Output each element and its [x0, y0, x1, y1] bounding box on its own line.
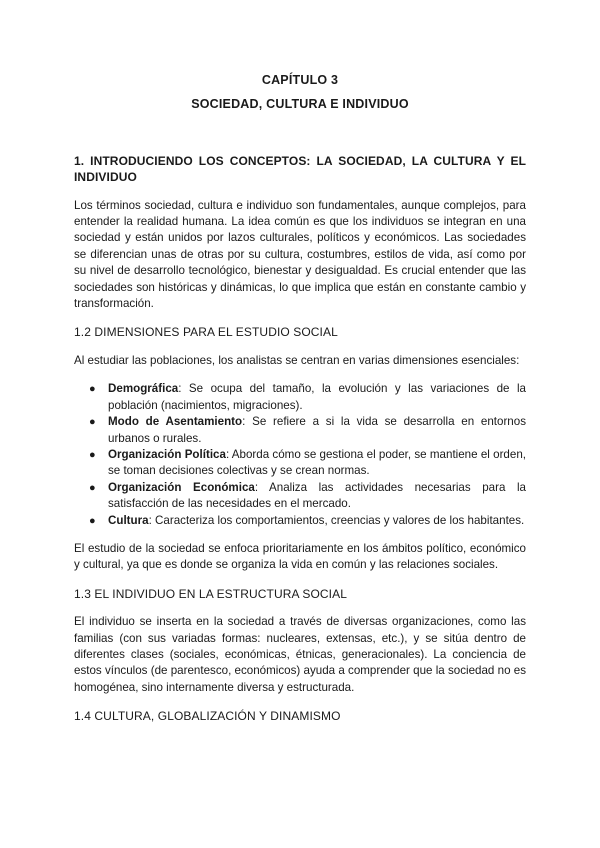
section-3-heading: 1.3 EL INDIVIDUO EN LA ESTRUCTURA SOCIAL: [74, 586, 347, 601]
list-item-term: Organización Política: [108, 447, 226, 461]
list-item-text: : Analiza las actividades necesarias para la satisfacción de las necesidades en el mercado.: [108, 480, 527, 511]
list-item-text: : Se refiere a si la vida se desarrolla en entornos urbanos o rurales.: [108, 415, 527, 445]
section-2-heading: 1.2 DIMENSIONES PARA EL ESTUDIO SOCIAL: [74, 325, 338, 340]
section-2-intro: Al estudiar las poblaciones, los analistas se centran en varias dimensiones esenciales:: [74, 353, 520, 367]
bullet-icon: ●: [89, 448, 96, 461]
chapter-title: CAPÍTULO 3: [261, 73, 339, 87]
section-1-paragraph: Los términos sociedad, cultura e individuo son fundamentales, aunque complejos, para entender la realidad humana. La idea común es que los individuos se integran en una sociedad y están unidos por lazos culturales, políticos y económicos. Las sociedades se diferencian unas de otras por su cultura, costumbres, estilos de vida, así como por su nivel de desarrollo tecnológico, bienestar y desigualdad. Es crucial entender que las sociedades son históricas y dinámicas, lo que implica que están en constante cambio y transformación.: [74, 198, 526, 311]
bullet-icon: ●: [89, 514, 96, 527]
section-4-heading: 1.4 CULTURA, GLOBALIZACIÓN Y DINAMISMO: [74, 709, 341, 724]
list-item: [89, 381, 526, 414]
list-item-text: : Se ocupa del tamaño, la evolución y las variaciones de la población (nacimientos, migraciones).: [108, 382, 526, 412]
chapter-subtitle: SOCIEDAD, CULTURA E INDIVIDUO: [191, 97, 409, 112]
section-2-closing: El estudio de la sociedad se enfoca prioritariamente en los ámbitos político, económico y cultural, ya que es donde se organiza la vida en común y las relaciones sociales.: [74, 541, 526, 572]
list-item-text: : Aborda cómo se gestiona el poder, se mantiene el orden, se toman decisiones colectivas y se crean normas.: [108, 447, 526, 478]
bullet-icon: ●: [89, 416, 96, 429]
list-item: [89, 513, 526, 529]
list-item-term: Modo de Asentamiento: [108, 415, 243, 429]
bullet-icon: ●: [89, 383, 96, 396]
list-item: [89, 480, 527, 513]
list-item: [89, 447, 526, 480]
bullet-icon: ●: [89, 481, 96, 494]
list-item-term: Organización Económica: [108, 480, 255, 494]
section-3-paragraph: El individuo se inserta en la sociedad a través de diversas organizaciones, como las familias (con sus variadas formas: nucleares, extensas, etc.), y se sitúa dentro de diferentes clases (sociales, económicas, étnicas, generacionales). La conciencia de estos vínculos (de parentesco, económicos) ayuda a comprender que la sociedad no es homogénea, sino internamente diversa y estructurada.: [74, 615, 526, 694]
list-item-term: Cultura: [108, 513, 149, 527]
list-item: [89, 414, 527, 447]
section-1-heading: 1. INTRODUCIENDO LOS CONCEPTOS: LA SOCIEDAD, LA CULTURA Y EL INDIVIDUO: [74, 153, 526, 185]
dimensions-list: [74, 381, 526, 529]
list-item-term: Demográfica: [108, 382, 179, 396]
list-item-text: : Caracteriza los comportamientos, creencias y valores de los habitantes.: [148, 513, 525, 527]
